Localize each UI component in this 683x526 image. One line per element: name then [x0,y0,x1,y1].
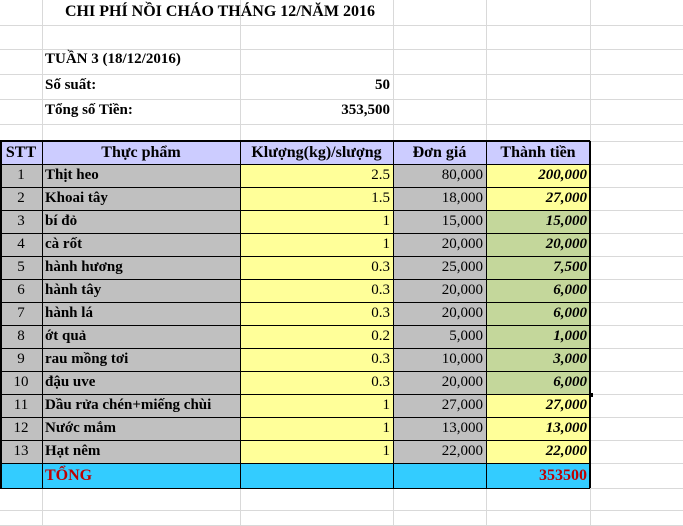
row-price: 10,000 [441,351,483,367]
row-item: Khoai tây [45,190,108,206]
header-amount: Thành tiền [500,143,576,161]
header-stt: STT [5,143,37,161]
row-amount: 20,000 [545,236,587,252]
row-stt: 8 [17,328,25,344]
row-item: ớt quả [45,328,87,344]
row-qty: 0.3 [371,305,390,321]
row-price: 22,000 [441,443,483,459]
row-stt: 7 [17,305,25,321]
row-amount: 6,000 [553,305,587,321]
row-price: 20,000 [441,236,483,252]
row-price: 25,000 [441,259,483,275]
row-qty: 0.3 [371,259,390,275]
row-qty: 0.3 [371,282,390,298]
row-price: 80,000 [441,167,483,183]
header-price: Đơn giá [412,143,467,161]
row-stt: 6 [17,282,25,298]
row-item: hành tây [45,282,102,298]
row-stt: 5 [17,259,25,275]
row-amount: 200,000 [538,167,587,183]
row-stt: 2 [17,190,25,206]
row-stt: 11 [13,397,29,413]
row-amount: 7,500 [553,259,587,275]
row-qty: 1.5 [371,190,390,206]
row-qty: 1 [382,443,390,459]
header-qty: Klượng(kg)/slượng [251,143,382,161]
row-stt: 1 [17,167,25,183]
row-item: hành hương [45,259,123,275]
total-row-value: 353500 [539,466,587,484]
row-qty: 1 [382,213,390,229]
header-item: Thực phẩm [101,143,181,161]
row-item: bí đỏ [45,213,78,229]
row-amount: 3,000 [553,351,587,367]
gridline-row [0,124,683,125]
row-qty: 1 [382,420,390,436]
row-price: 20,000 [441,305,483,321]
sheet-title: CHI PHÍ NỒI CHÁO THÁNG 12/NĂM 2016 [65,3,375,20]
row-price: 20,000 [441,282,483,298]
row-amount: 13,000 [545,420,587,436]
row-stt: 3 [17,213,25,229]
row-price: 27,000 [441,397,483,413]
row-stt: 4 [17,236,25,252]
servings-label: Số suất: [45,77,97,93]
row-amount: 6,000 [553,282,587,298]
row-amount: 1,000 [553,328,587,344]
row-amount: 22,000 [545,443,587,459]
total-row-label: TỔNG [45,466,93,484]
row-qty: 2.5 [371,167,390,183]
row-qty: 0.3 [371,351,390,367]
row-qty: 0.2 [371,328,390,344]
row-price: 20,000 [441,374,483,390]
row-item: rau mồng tơi [45,351,129,367]
table-border-bottom [0,488,590,489]
servings-value: 50 [375,77,390,93]
row-item: Nước mắm [45,420,117,436]
total-value: 353,500 [341,102,390,118]
row-qty: 1 [382,397,390,413]
row-amount: 27,000 [545,190,587,206]
row-price: 5,000 [449,328,483,344]
row-amount: 6,000 [553,374,587,390]
gridline-row [0,25,683,26]
gridline-row [0,510,683,511]
row-stt: 10 [13,374,29,390]
row-item: đậu uve [45,374,96,390]
row-item: Thịt heo [45,167,99,183]
row-qty: 1 [382,236,390,252]
row-item: cà rốt [45,236,83,252]
row-price: 18,000 [441,190,483,206]
row-stt: 13 [13,443,29,459]
row-price: 15,000 [441,213,483,229]
row-stt: 12 [13,420,29,436]
row-qty: 0.3 [371,374,390,390]
row-item: Dầu rửa chén+miếng chùi [45,397,212,413]
row-item: Hạt nêm [45,443,101,459]
row-stt: 9 [17,351,25,367]
row-amount: 27,000 [545,397,587,413]
total-label: Tổng số Tiền: [45,102,133,118]
row-price: 13,000 [441,420,483,436]
week-label: TUẦN 3 (18/12/2016) [45,51,181,67]
row-item: hành lá [45,305,93,321]
row-amount: 15,000 [545,213,587,229]
